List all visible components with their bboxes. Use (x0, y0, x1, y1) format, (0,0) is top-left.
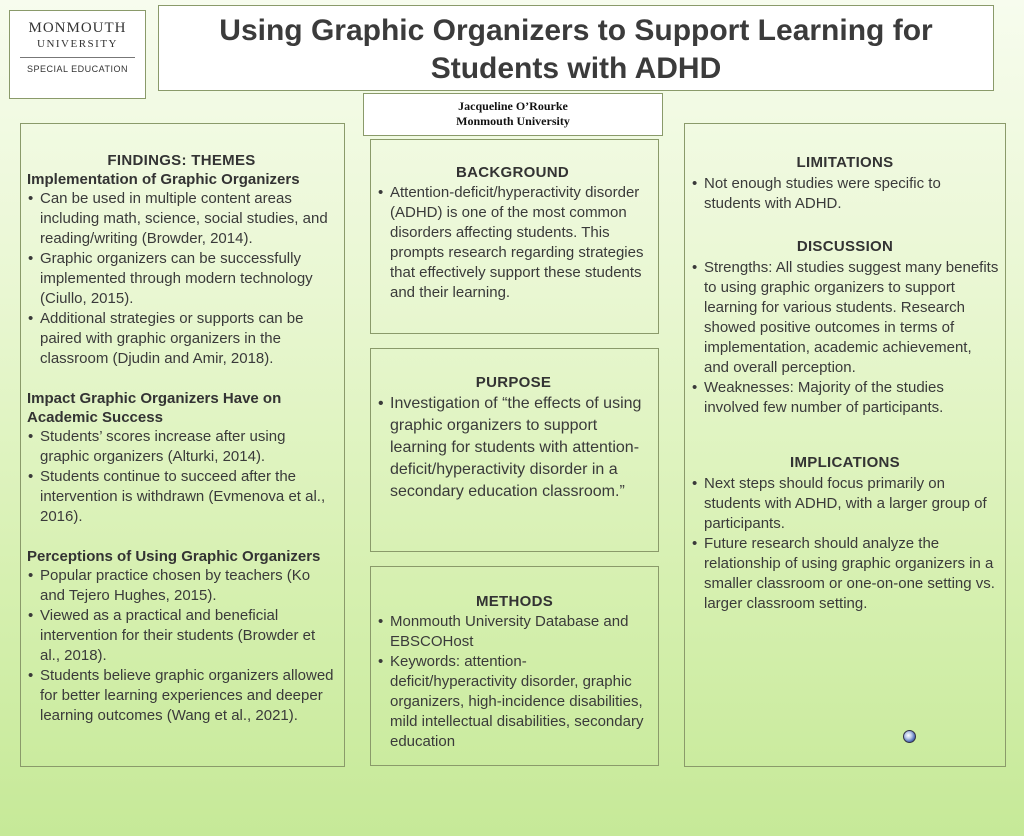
list-item: • Future research should analyze the relationship of using graphic organizers in a smaller classroom or one-on-one setting vs. larger classroom setting. (691, 534, 999, 614)
spacer (691, 418, 999, 454)
list-item: • Next steps should focus primarily on students with ADHD, with a larger group of participants. (691, 474, 999, 534)
findings-group-list (27, 189, 336, 369)
background-heading: BACKGROUND (456, 164, 569, 181)
list-item: • Investigation of “the effects of using graphic organizers to support learning for students with attention-deficit/hyperactivity disorder in a secondary education classroom.” (377, 393, 650, 503)
right-column-section (684, 123, 1006, 767)
findings-group-list (27, 566, 336, 726)
findings-heading: FINDINGS: THEMES (107, 152, 256, 169)
author-affiliation: Monmouth University (456, 114, 570, 128)
list-item: • Students continue to succeed after the intervention is withdrawn (Evmenova et al., 2016). (27, 467, 336, 527)
logo-line-1: MONMOUTH (28, 20, 127, 36)
list-item: • Can be used in multiple content areas including math, science, social studies, and reading/writing (Browder, 2014). (27, 189, 336, 249)
list-item: • Popular practice chosen by teachers (Ko and Tejero Hughes, 2015). (27, 566, 336, 606)
discussion-heading: DISCUSSION (796, 238, 894, 255)
university-logo (9, 10, 146, 99)
methods-section (370, 566, 659, 766)
spacer (27, 369, 336, 389)
spacer (27, 527, 336, 547)
limitations-heading: LIMITATIONS (796, 154, 894, 171)
discussion-list (691, 258, 999, 418)
list-item: • Viewed as a practical and beneficial intervention for their students (Browder et al., 2018). (27, 606, 336, 666)
list-item: • Monmouth University Database and EBSCOHost (377, 612, 652, 652)
background-section (370, 139, 659, 334)
list-item: • Strengths: All studies suggest many benefits to using graphic organizers to support learning for various students. Research showed positive outcomes in terms of implementation, academic achievement, and overall perception. (691, 258, 999, 378)
findings-group-title: Impact Graphic Organizers Have on Academic Success (27, 390, 282, 426)
list-item: • Graphic organizers can be successfully implemented through modern technology (Ciullo, 2015). (27, 249, 336, 309)
logo-divider (20, 57, 135, 58)
logo-line-3: SPECIAL EDUCATION (26, 64, 129, 74)
background-list (377, 183, 648, 303)
purpose-section (370, 348, 659, 552)
purpose-list (377, 393, 650, 503)
list-item: • Additional strategies or supports can be paired with graphic organizers in the classroom (Djudin and Amir, 2018). (27, 309, 336, 369)
list-item: • Attention-deficit/hyperactivity disorder (ADHD) is one of the most common disorders affecting students. This prompts research regarding strategies that effectively support these students and their learning. (377, 183, 648, 303)
cursor-icon (903, 730, 916, 743)
limitations-list (691, 174, 999, 214)
implications-list (691, 474, 999, 614)
list-item: • Weaknesses: Majority of the studies involved few number of participants. (691, 378, 999, 418)
list-item: • Not enough studies were specific to students with ADHD. (691, 174, 999, 214)
findings-group-title: Perceptions of Using Graphic Organizers (27, 548, 321, 565)
methods-list (377, 612, 652, 752)
purpose-heading: PURPOSE (475, 374, 552, 391)
author-box (363, 93, 663, 136)
list-item: • Students believe graphic organizers allowed for better learning experiences and deeper learning outcomes (Wang et al., 2021). (27, 666, 336, 726)
findings-group-list (27, 427, 336, 527)
author-name: Jacqueline O’Rourke (458, 99, 568, 113)
findings-section (20, 123, 345, 767)
poster-title-box (158, 5, 994, 91)
list-item: • Keywords: attention-deficit/hyperactivity disorder, graphic organizers, high-incidence disabilities, mild intellectual disabilities, secondary education (377, 652, 652, 752)
list-item: • Students’ scores increase after using graphic organizers (Alturki, 2014). (27, 427, 336, 467)
poster-title: Using Graphic Organizers to Support Learning for Students with ADHD (219, 14, 933, 85)
findings-group-title: Implementation of Graphic Organizers (27, 171, 300, 188)
logo-line-2: UNIVERSITY (37, 38, 118, 50)
methods-heading: METHODS (475, 593, 554, 610)
spacer (691, 214, 999, 238)
implications-heading: IMPLICATIONS (790, 454, 900, 471)
